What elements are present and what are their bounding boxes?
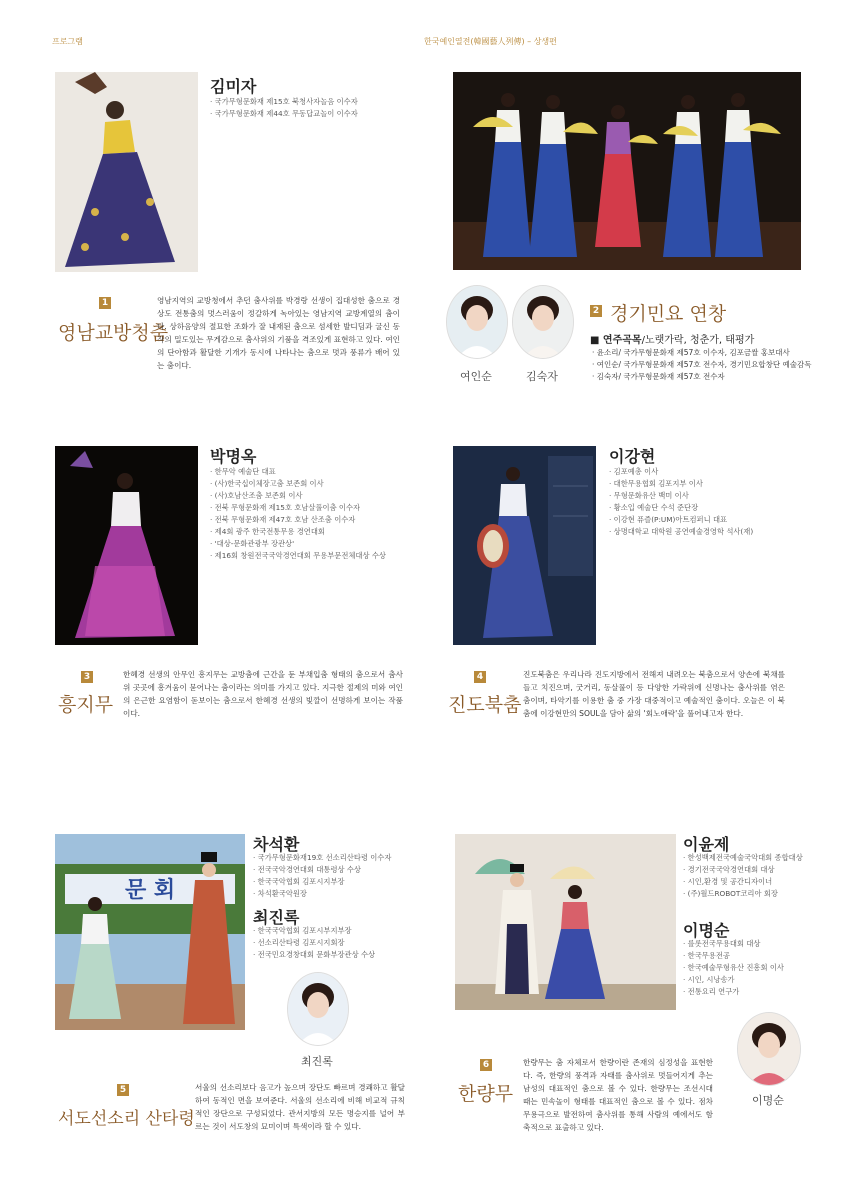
- portrait-caption: 김숙자: [526, 370, 558, 383]
- section-description-4: 진도북춤은 우리나라 진도지방에서 전해져 내려오는 북춤으로서 양손에 북채를 들고 치진으며, 굿거리, 동살풀이 등 다양한 가락위에 신명나는 춤사위를 엮은 춤이며, 타악기를 이용한 춤 중 가장 대중적이고 예술적인 춤이다. 오늘은 이 북춤에 이강현만의 SOUL을 담아 삶의 '회노애락'을 풀어내고자 한다.: [523, 670, 785, 718]
- credential-item: · '대상-문화관광부 장관상': [210, 538, 420, 550]
- credential-item: · 국가무형문화재19호 선소리산타령 이수자: [253, 852, 453, 864]
- credential-item: · 한국국악협회 김포시부지부장: [253, 925, 453, 937]
- credential-item: · 한성백제전국예술국악대회 종합대상: [683, 852, 843, 864]
- credential-item: · 국가무형문화재 제15호 북청사자놀음 이수자: [210, 96, 410, 108]
- section-number-6: 6: [480, 1059, 492, 1071]
- credential-item: · 황소입 예술단 수석 준단장: [609, 502, 819, 514]
- portrait-yeo-insun: [446, 285, 508, 359]
- credential-item: · 경기전국국악경연대회 대상: [683, 864, 843, 876]
- lee-yunje-credentials: [683, 852, 843, 900]
- section-description-1: 영남지역의 교방청에서 추던 춤사위를 박경랑 선생이 집대성한 춤으로 경상도 전통춤의 멋스러움이 정갈하게 녹아있는 영남지역 교방계열의 춤이다. 상하음양의 절묘한 조화가 잘 내재된 춤으로 섬세한 발디딤과 굴신 동작의 밀도있는 무게감으로 춤사위의 기품을 격조있게 표현하고 있다. 여인의 단아함과 활달한 기개가 동시에 나타나는 춤으로 멋과 풍류가 배어 있는 춤이다.: [157, 296, 400, 370]
- credential-item: · 김숙자/ 국가무형문화재 제57호 전수자: [592, 371, 832, 383]
- section-number-2: 2: [590, 305, 602, 317]
- park-myeongok-credentials: [210, 466, 420, 562]
- section-title-5: 서도선소리 산타령: [58, 1109, 195, 1129]
- choi-jinrok-credentials: [253, 925, 453, 961]
- credential-item: · (사)한국십이체장고춤 보존회 이사: [210, 478, 420, 490]
- minyo-performers-list: [592, 347, 832, 383]
- seodo-seonsori-photo: [55, 834, 245, 1030]
- section-title-6: 한량무: [458, 1083, 514, 1105]
- header-section-label: 프로그램: [52, 37, 83, 46]
- section-description-6: 한량무는 춤 자체로서 한량이란 존재의 심정성을 표현한다. 즉, 한량의 풍격과 자태를 춤사위로 멋들어지게 추는 남성의 대표적인 춤으로 볼 수 있다. 한량무는 조선시대 때는 민속놀이 형태를 대표적인 춤으로 볼 수 있다. 점차 무용극으로 발전하여 춤사위를 통해 사람의 예에서도 함축적으로 표출하고 있다.: [523, 1058, 713, 1132]
- repertoire-value: /노랫가락, 청춘가, 태평가: [641, 335, 755, 346]
- repertoire-line: [590, 331, 754, 346]
- performer-name-lee-ganghyun: 이강현: [609, 447, 656, 466]
- svg-text:문 회: 문 회: [125, 878, 176, 903]
- credential-item: · 한국예술무형유산 진흥회 이사: [683, 962, 843, 974]
- credential-item: · (사)호남산조춤 보존회 이사: [210, 490, 420, 502]
- lee-ganghyun-drum-dance-photo: [453, 446, 596, 645]
- portrait-lee-myeongsun: [737, 1012, 801, 1086]
- portrait-caption: 이명순: [752, 1094, 784, 1107]
- credential-item: · 를롯전국무용대회 대상: [683, 938, 843, 950]
- hallyangmu-dance-photo: [455, 834, 676, 1010]
- credential-item: · 국가무형문화재 제44호 무동답교놀이 이수자: [210, 108, 410, 120]
- credential-item: · 전국국악경연대회 대통령상 수상: [253, 864, 453, 876]
- credential-item: · 선소리산타령 김포시지회장: [253, 937, 453, 949]
- credential-item: · 한국무용전공: [683, 950, 843, 962]
- credential-item: · 전국민요경창대회 문화부장관상 수상: [253, 949, 453, 961]
- gyeonggi-minyo-stage-photo: [453, 72, 801, 270]
- section-title-2: 경기민요 연창: [610, 303, 727, 325]
- repertoire-label: ■ 연주곡목: [590, 335, 642, 346]
- section-number-5: 5: [117, 1084, 129, 1096]
- credential-item: · 시인,환경 및 공간디자이너: [683, 876, 843, 888]
- credential-item: · (주)월드ROBOT코리아 회장: [683, 888, 843, 900]
- cha-seokhwan-credentials: [253, 852, 453, 900]
- section-description-5: 서울의 선소리보다 음고가 높으며 장단도 빠르며 경쾌하고 활달하여 동적인 면을 보여준다. 서울의 선소리에 비해 비교적 규칙적인 장단으로 구성되었다. 관서지방의 모든 명승지를 널어 부르는 것이 서도창의 묘미이며 특색이라 할 수 있다.: [195, 1083, 405, 1131]
- portrait-caption: 여인순: [460, 370, 492, 383]
- portrait-caption: 최진록: [301, 1055, 333, 1068]
- credential-item: · 김포예총 이사: [609, 466, 819, 478]
- credential-item: · 제16회 창원전국국악경연대회 무용부문전체대상 수상: [210, 550, 420, 562]
- performer-name-choi-jinrok: 최진록: [253, 908, 300, 927]
- credential-item: · 전통요리 연구가: [683, 986, 843, 998]
- section-number-3: 3: [81, 671, 93, 683]
- section-number-4: 4: [474, 671, 486, 683]
- section-number-1: 1: [99, 297, 111, 309]
- credential-item: · 이강현 퓨즐(P:UM)아트컴퍼니 대표: [609, 514, 819, 526]
- section-title-1: 영남교방청춤: [58, 322, 169, 344]
- performer-name-lee-myeongsun: 이명순: [683, 921, 730, 940]
- kim-mija-dance-photo: [55, 72, 198, 272]
- credential-item: · 대한무용협회 김포지부 이사: [609, 478, 819, 490]
- credential-item: · 윤소리/ 국가무형문화재 제57호 이수자, 김포금쌀 홍보대사: [592, 347, 832, 359]
- credential-item: · 한국국악협회 김포시지부장: [253, 876, 453, 888]
- header-title: 한국예인열전(韓國藝人列傳) – 상생편: [424, 37, 557, 46]
- credential-item: · 차석환국악원장: [253, 888, 453, 900]
- section-title-4: 진도북춤: [448, 694, 522, 716]
- credential-item: · 전북 무형문화재 제47호 호남 산조춤 이수자: [210, 514, 420, 526]
- performer-name-park-myeongok: 박명옥: [210, 447, 257, 466]
- kim-mija-credentials: [210, 96, 410, 120]
- lee-ganghyun-credentials: [609, 466, 819, 538]
- portrait-kim-sukja: [512, 285, 574, 359]
- credential-item: · 시인, 시낭송가: [683, 974, 843, 986]
- performer-name-kim-mija: 김미자: [210, 77, 257, 96]
- portrait-choi-jinrok: [287, 972, 349, 1046]
- park-myeongok-dance-photo: [55, 446, 198, 645]
- section-title-3: 흥지무: [58, 694, 114, 716]
- credential-item: · 한무악 예술단 대표: [210, 466, 420, 478]
- credential-item: · 상명대학교 대학원 공연예술경영학 석사(재): [609, 526, 819, 538]
- credential-item: · 여인순/ 국가무형문화재 제57호 전수자, 경기민요합창단 예술감독: [592, 359, 832, 371]
- credential-item: · 무형문화유산 백미 이사: [609, 490, 819, 502]
- credential-item: · 제4회 광주 한국전통무용 경연대회: [210, 526, 420, 538]
- credential-item: · 전북 무형문화재 제15호 호남살풀이춤 이수자: [210, 502, 420, 514]
- performer-name-cha-seokhwan: 차석환: [253, 835, 300, 854]
- performer-name-lee-yunje: 이윤제: [683, 835, 730, 854]
- section-description-3: 한혜경 선생의 안무인 흥지무는 교방춤에 근간을 둔 부채입춤 형태의 춤으로서 춤사위 곳곳에 흥겨움이 묻어나는 춤이라는 의미를 가지고 있다. 지극한 절제의 미와 여인의 은근한 요염함이 돋보이는 춤으로서 한혜경 선생의 빛깔이 선명하게 보이는 작품이다.: [123, 670, 403, 718]
- lee-myeongsun-credentials: [683, 938, 843, 998]
